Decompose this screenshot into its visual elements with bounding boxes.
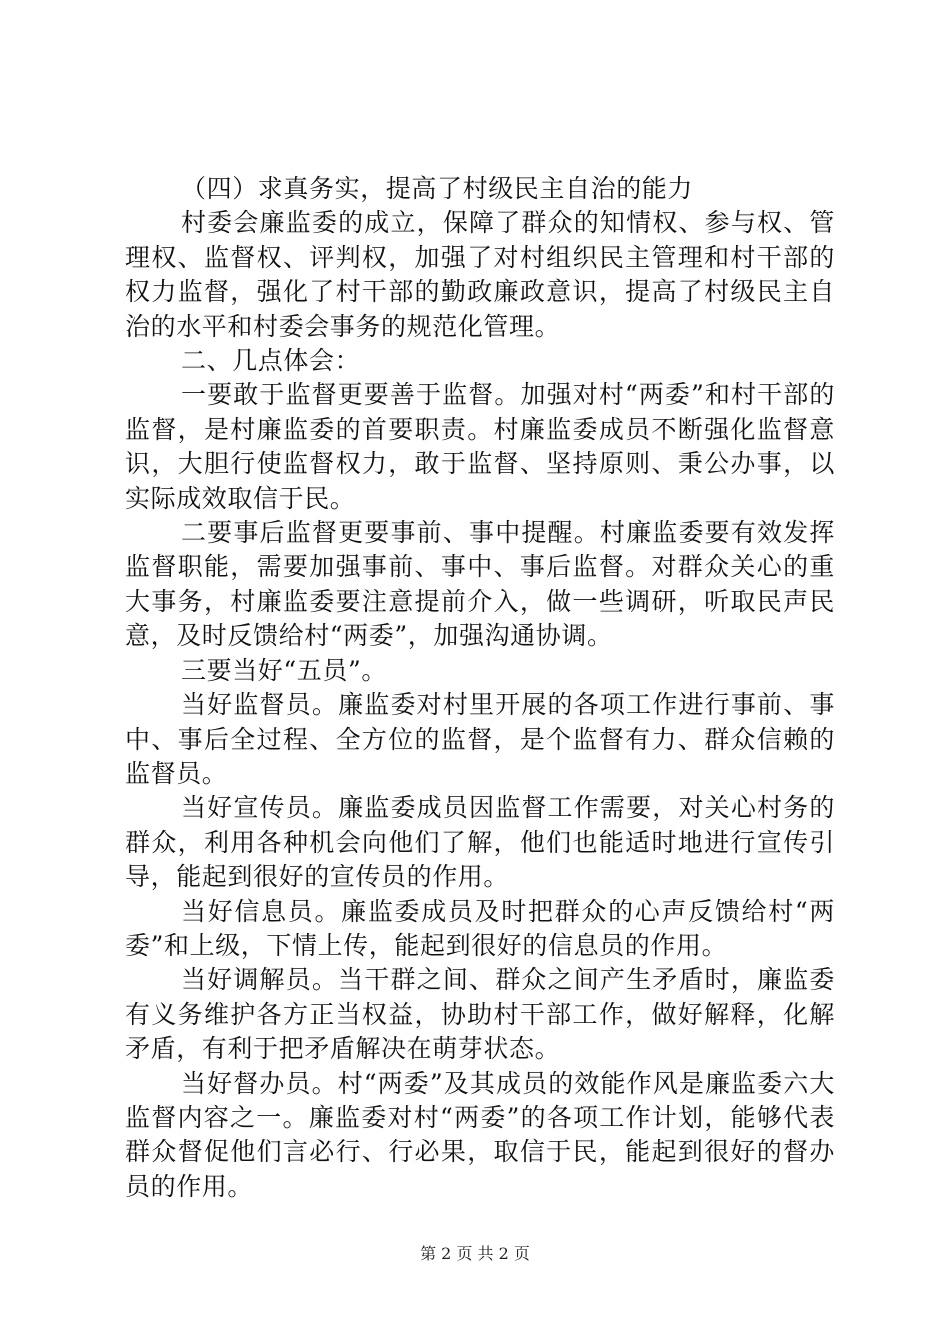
paragraph-follow-up-role: 当好督办员。村“两委”及其成员的效能作风是廉监委六大监督内容之一。廉监委对村“两委”的各项工作计划，能够代表群众督促他们言必行、行必果，取信于民，能起到很好的督办员的作用。 bbox=[125, 1068, 835, 1201]
paragraph-publicist-role: 当好宣传员。廉监委成员因监督工作需要，对关心村务的群众，利用各种机会向他们了解，他们也能适时地进行宣传引导，能起到很好的宣传员的作用。 bbox=[125, 793, 835, 892]
paragraph-committee-establishment: 村委会廉监委的成立，保障了群众的知情权、参与权、管理权、监督权、评判权，加强了对村组织民主管理和村干部的权力监督，强化了村干部的勤政廉政意识，提高了村级民主自治的水平和村委会事务的规范化管理。 bbox=[125, 208, 835, 341]
paragraph-informant-role: 当好信息员。廉监委成员及时把群众的心声反馈给村“两委”和上级，下情上传，能起到很好的信息员的作用。 bbox=[125, 896, 835, 960]
paragraph-point-two: 二要事后监督更要事前、事中提醒。村廉监委要有效发挥监督职能，需要加强事前、事中、事后监督。对群众关心的重大事务，村廉监委要注意提前介入，做一些调研，听取民声民意，及时反馈给村“两委”，加强沟通协调。 bbox=[125, 518, 835, 651]
paragraph-point-three: 三要当好“五员”。 bbox=[181, 655, 387, 685]
section-heading-reflections: 二、几点体会： bbox=[181, 346, 361, 376]
paragraph-mediator-role: 当好调解员。当干群之间、群众之间产生矛盾时，廉监委有义务维护各方正当权益，协助村干部工作，做好解释，化解矛盾，有利于把矛盾解决在萌芽状态。 bbox=[125, 965, 835, 1064]
paragraph-point-one: 一要敢于监督更要善于监督。加强对村“两委”和村干部的监督，是村廉监委的首要职责。村廉监委成员不断强化监督意识，大胆行使监督权力，敢于监督、坚持原则、秉公办事，以实际成效取信于民。 bbox=[125, 380, 835, 513]
page-footer: 第 2 页 共 2 页 bbox=[420, 1244, 530, 1263]
section-heading-four: （四）求真务实，提高了村级民主自治的能力 bbox=[181, 174, 694, 203]
paragraph-supervisor-role: 当好监督员。廉监委对村里开展的各项工作进行事前、事中、事后全过程、全方位的监督，是个监督有力、群众信赖的监督员。 bbox=[125, 690, 835, 788]
document-body bbox=[125, 172, 835, 1204]
